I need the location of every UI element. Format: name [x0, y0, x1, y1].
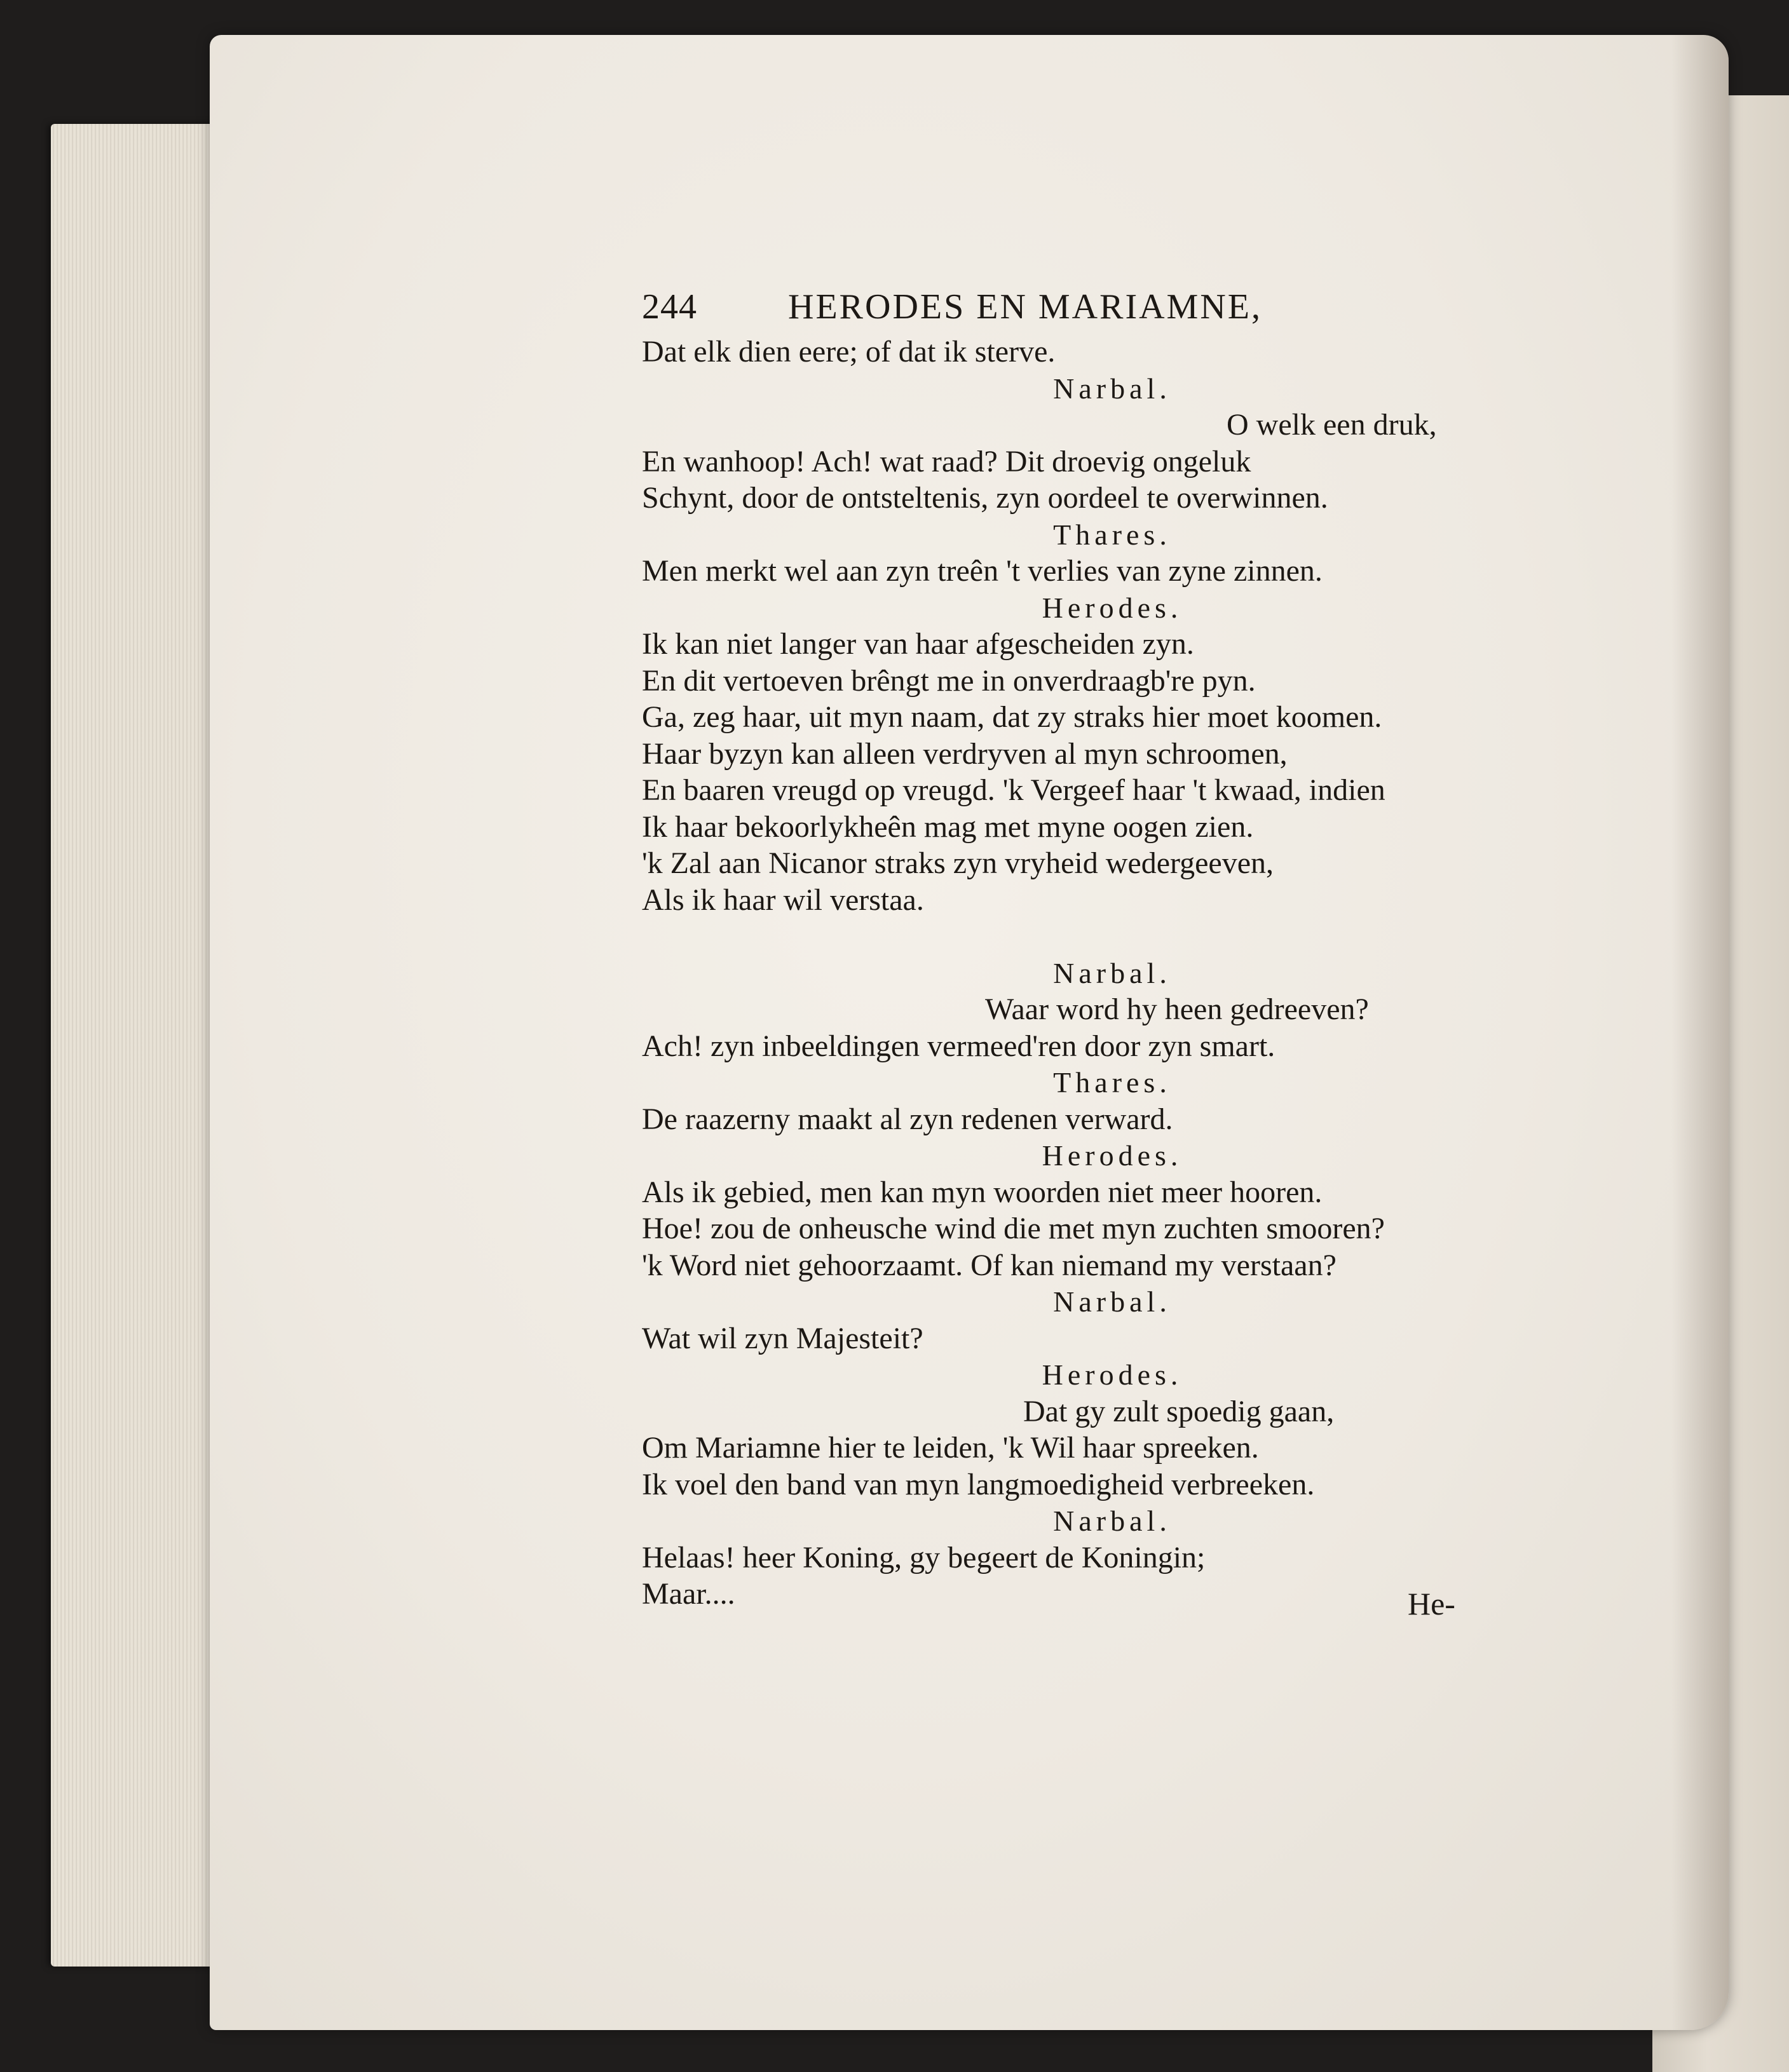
- speaker-name: Herodes.: [1042, 591, 1183, 624]
- speaker-name: Herodes.: [1042, 1139, 1183, 1172]
- running-header: [642, 289, 1557, 334]
- speaker-name: Narbal.: [1053, 956, 1171, 989]
- verse-line: Dat gy zult spoedig gaan,: [1023, 1394, 1335, 1428]
- verse-line: Ik haar bekoorlykheên mag met myne oogen zien.: [642, 809, 1254, 844]
- page-gutter-shadow: [1671, 35, 1729, 2030]
- verse-line: Helaas! heer Koning, gy begeert de Koningin;: [642, 1540, 1206, 1574]
- speaker-name: Herodes.: [1042, 1358, 1183, 1391]
- verse-line: Als ik gebied, men kan myn woorden niet meer hooren.: [642, 1175, 1323, 1209]
- verse-line: Schynt, door de ontsteltenis, zyn oordeel te overwinnen.: [642, 481, 1328, 515]
- line-gap: [642, 918, 1557, 955]
- verse-line: De raazerny maakt al zyn redenen verward.: [642, 1102, 1173, 1136]
- verse-line: En wanhoop! Ach! wat raad? Dit droevig ongeluk: [642, 444, 1251, 478]
- verse-line: Ik voel den band van myn langmoedigheid verbreeken.: [642, 1467, 1315, 1501]
- running-title: HERODES EN MARIAMNE,: [788, 287, 1262, 327]
- verse-line: Dat elk dien eere; of dat ik sterve.: [642, 335, 1056, 369]
- verse-line: Als ik haar wil verstaa.: [642, 883, 924, 917]
- verse-line: Ga, zeg haar, uit myn naam, dat zy straks hier moet koomen.: [642, 700, 1382, 734]
- verse-line: Men merkt wel aan zyn treên 't verlies van zyne zinnen.: [642, 554, 1323, 588]
- verse-lines: [642, 334, 1557, 1613]
- speaker-name: Narbal.: [1053, 1285, 1171, 1318]
- speaker-name: Narbal.: [1053, 1505, 1171, 1537]
- verse-line: Haar byzyn kan alleen verdryven al myn schroomen,: [642, 736, 1288, 771]
- verse-line: O welk een druk,: [1227, 408, 1437, 442]
- verse-line: 'k Zal aan Nicanor straks zyn vryheid wedergeeven,: [642, 846, 1274, 880]
- verse-line: En baaren vreugd op vreugd. 'k Vergeef haar 't kwaad, indien: [642, 773, 1385, 807]
- page-number: 244: [642, 287, 697, 327]
- verse-line: 'k Word niet gehoorzaamt. Of kan niemand my verstaan?: [642, 1248, 1337, 1282]
- verse-line: Wat wil zyn Majesteit?: [642, 1321, 923, 1355]
- verse-line: Ik kan niet langer van haar afgescheiden zyn.: [642, 627, 1194, 661]
- catchword: He-: [1408, 1586, 1455, 1622]
- verse-line: Waar word hy heen gedreeven?: [985, 992, 1369, 1026]
- verse-line: En dit vertoeven brêngt me in onverdraagb're pyn.: [642, 663, 1256, 698]
- speaker-name: Narbal.: [1053, 372, 1171, 405]
- verse-line: Om Mariamne hier te leiden, 'k Wil haar spreeken.: [642, 1431, 1259, 1465]
- page-text: [642, 289, 1557, 1613]
- verse-line: Hoe! zou de onheusche wind die met myn zuchten smooren?: [642, 1212, 1385, 1245]
- verse-line: Ach! zyn inbeeldingen vermeed'ren door zyn smart.: [642, 1029, 1275, 1063]
- verse-line: Maar....: [642, 1577, 735, 1611]
- speaker-name: Thares.: [1053, 518, 1171, 551]
- speaker-name: Thares.: [1053, 1066, 1171, 1099]
